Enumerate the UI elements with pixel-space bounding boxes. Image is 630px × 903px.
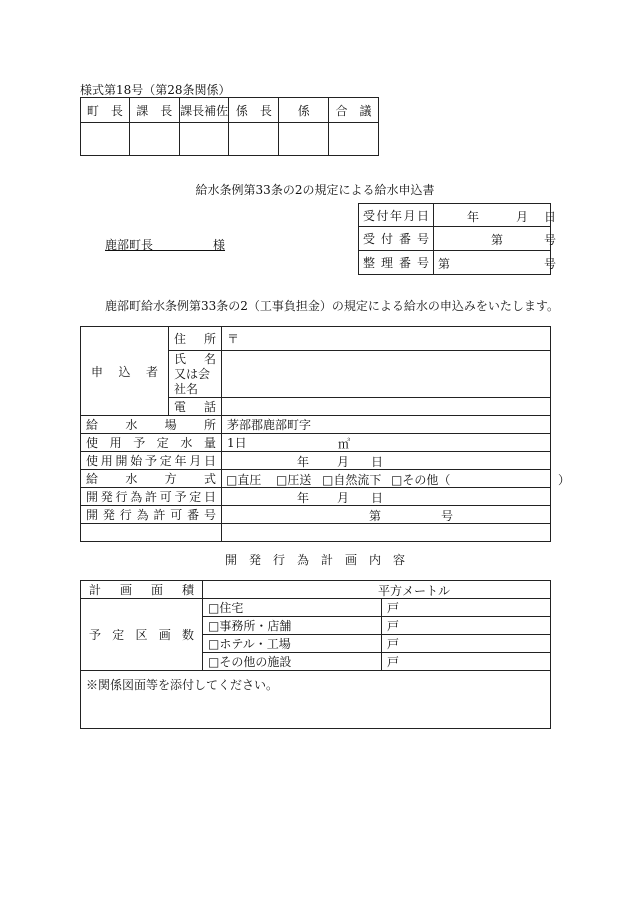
address-field[interactable]: [222, 327, 551, 351]
dev-permit-date-field[interactable]: [222, 488, 551, 506]
approval-table: [80, 97, 379, 156]
go-label: 号: [544, 233, 557, 247]
approval-stamp-cell: [129, 123, 179, 156]
supply-place-label: 給水場所: [81, 416, 222, 434]
dai-label: 第: [369, 509, 382, 523]
supply-place-field[interactable]: 茅部郡鹿部町字: [222, 416, 551, 434]
receipt-date-label: 受付年月日: [359, 204, 434, 227]
lots-label: 予定区画数: [81, 599, 203, 671]
start-date-label: 使用開始予定年月日: [81, 452, 222, 470]
receipt-date-value: [434, 204, 557, 227]
per-day-label: 1日: [227, 436, 247, 450]
dai-label: 第: [491, 233, 504, 247]
go-label: 号: [544, 257, 557, 271]
day-label: 日: [371, 455, 384, 469]
dev-permit-date-label: 開発行為許可予定日: [81, 488, 222, 506]
document-title: 給水条例第33条の2の規定による給水申込書: [195, 183, 435, 197]
phone-field[interactable]: [222, 398, 551, 416]
approval-header-deputy-chief: 課長補佐: [179, 98, 229, 123]
dev-permit-no-label: 開発行為許可番号: [81, 506, 222, 524]
option-other-close: ）: [558, 473, 571, 487]
reference-number-value: [434, 251, 557, 275]
year-label: 年: [467, 210, 480, 224]
name-label: 氏 名 又は会 社名: [169, 351, 222, 398]
month-label: 月: [337, 455, 350, 469]
addressee: 鹿部町長 様: [105, 238, 226, 252]
area-field[interactable]: [203, 581, 551, 599]
phone-label: 電話: [169, 398, 222, 416]
year-label: 年: [297, 455, 310, 469]
option-direct-pressure[interactable]: □直圧: [226, 473, 262, 487]
dev-permit-no-field[interactable]: [222, 506, 551, 524]
lot-type-hotel-factory[interactable]: □ホテル・工場: [203, 635, 382, 653]
approval-stamp-cell: [329, 123, 379, 156]
attachment-note: ※関係図面等を添付してください。: [81, 671, 551, 729]
approval-stamp-cell: [81, 123, 130, 156]
approval-stamp-cell: [179, 123, 229, 156]
receipt-number-label: 受付番号: [359, 227, 434, 251]
planned-volume-field[interactable]: [222, 434, 551, 452]
lot-type-residential[interactable]: □住宅: [203, 599, 382, 617]
cubic-meter-unit: ㎥: [338, 437, 351, 451]
lot-count-office-store[interactable]: 戸: [382, 617, 551, 635]
lot-type-office-store[interactable]: □事務所・店舗: [203, 617, 382, 635]
start-date-field[interactable]: [222, 452, 551, 470]
method-label: 給水方式: [81, 470, 222, 488]
applicant-label: 申込者: [81, 327, 169, 416]
approval-header-consultation: 合 議: [329, 98, 379, 123]
address-label: 住所: [169, 327, 222, 351]
method-options: [222, 470, 571, 488]
option-pumped[interactable]: □圧送: [276, 473, 312, 487]
lot-count-other[interactable]: 戸: [382, 653, 551, 671]
day-label: 日: [371, 491, 384, 505]
area-label: 計画面積: [81, 581, 203, 599]
application-table: [80, 326, 571, 542]
year-label: 年: [297, 491, 310, 505]
square-meter-unit: 平方メートル: [378, 584, 451, 598]
plan-section-title: 開 発 行 為 計 画 内 容: [224, 553, 405, 567]
approval-stamp-cell: [279, 123, 329, 156]
day-label: 日: [544, 210, 557, 224]
approval-header-section-chief: 課 長: [129, 98, 179, 123]
plan-table: [80, 580, 551, 729]
planned-volume-label: 使用予定水量: [81, 434, 222, 452]
approval-header-mayor: 町 長: [81, 98, 130, 123]
intro-text: 鹿部町給水条例第33条の2（工事負担金）の規定による給水の申込みをいたします。: [105, 299, 559, 313]
lot-count-hotel-factory[interactable]: 戸: [382, 635, 551, 653]
reference-number-label: 整理番号: [359, 251, 434, 275]
approval-header-subsection-chief: 係 長: [229, 98, 279, 123]
receipt-table: [358, 203, 557, 275]
go-label: 号: [441, 509, 454, 523]
dai-label: 第: [438, 257, 451, 271]
option-gravity-flow[interactable]: □自然流下: [322, 473, 382, 487]
name-field[interactable]: [222, 351, 551, 398]
receipt-number-value: [434, 227, 557, 251]
approval-header-staff: 係: [279, 98, 329, 123]
blank-cell: [81, 524, 222, 542]
lot-type-other[interactable]: □その他の施設: [203, 653, 382, 671]
month-label: 月: [337, 491, 350, 505]
lot-count-residential[interactable]: 戸: [382, 599, 551, 617]
form-number: 様式第18号（第28条関係）: [80, 83, 231, 97]
month-label: 月: [516, 210, 529, 224]
approval-stamp-cell: [229, 123, 279, 156]
postal-mark: 〒: [227, 332, 240, 346]
blank-cell: [222, 524, 551, 542]
option-other[interactable]: □その他（: [391, 473, 451, 487]
